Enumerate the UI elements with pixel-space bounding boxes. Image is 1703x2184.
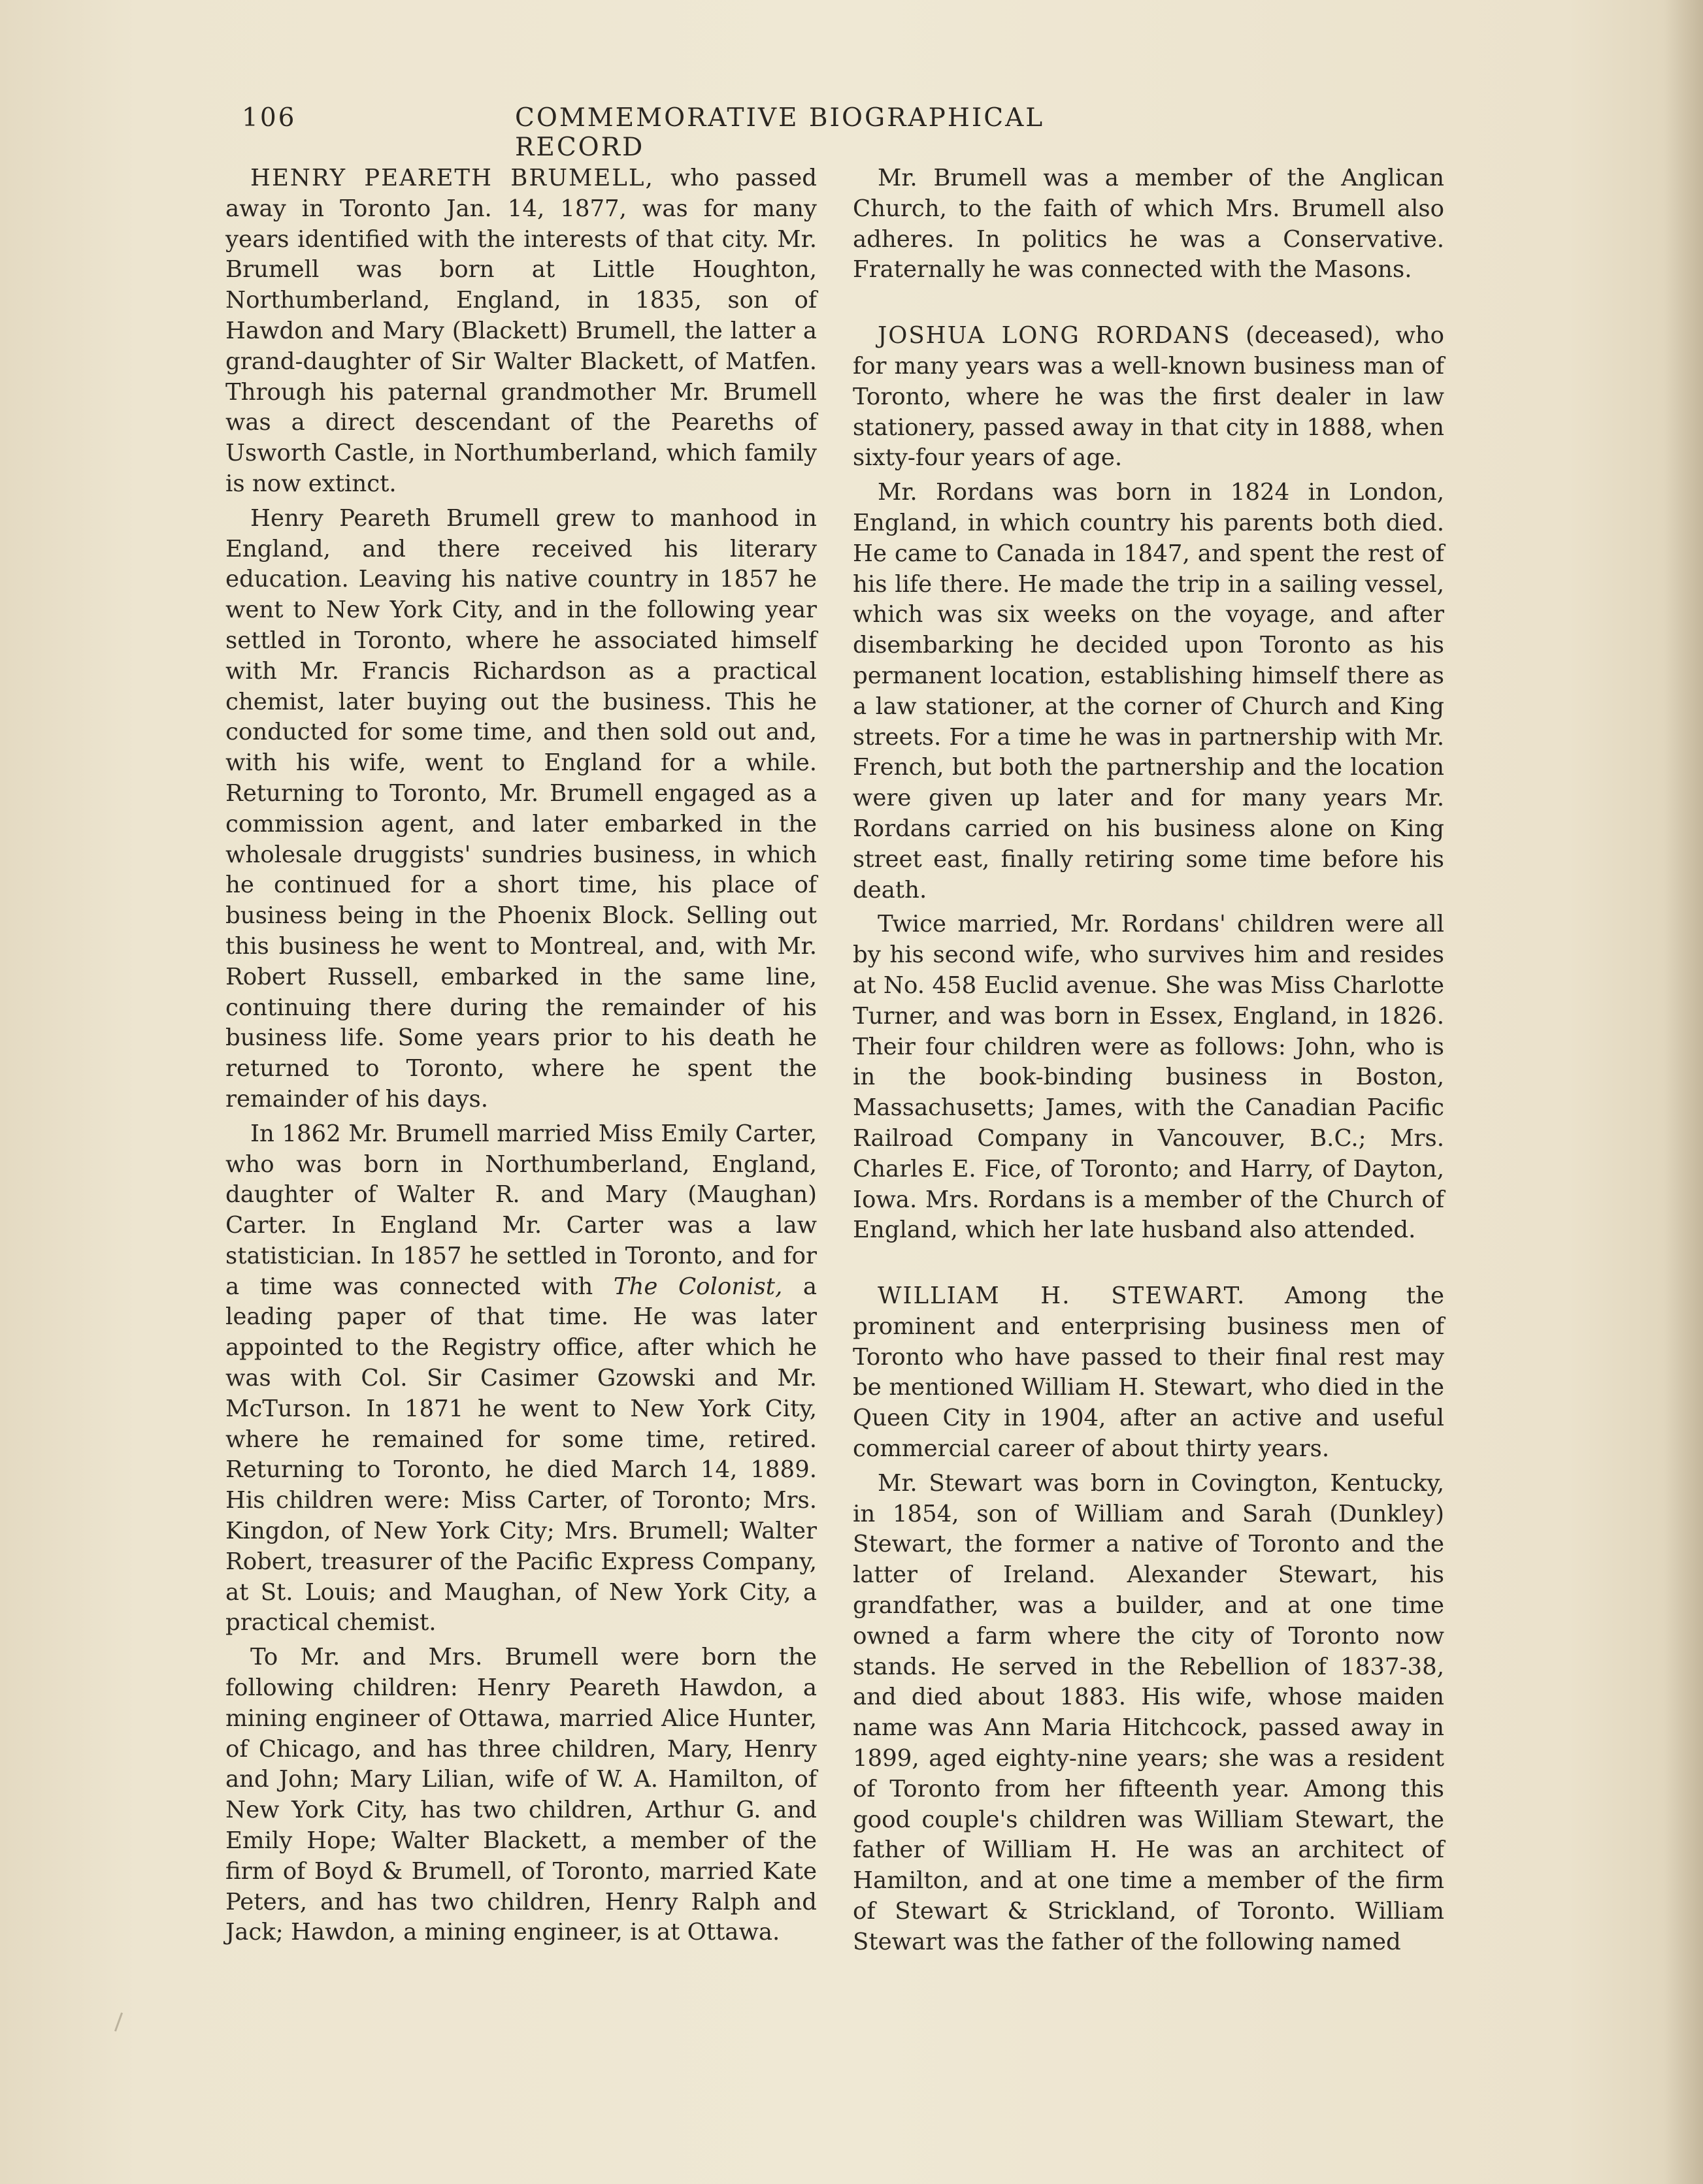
paragraph-text: who passed away in Toronto Jan. 14, 1877, was for many years identified with the interests of that city. Mr. Brumell was born at Little Houghton, Northumberland, England, in 1835, son of Hawdon and Mary (Blackett) Brumell, the latter a grand-daughter of Sir Walter Blackett, of Matfen. Through his paternal grandmother Mr. Brumell was a direct descendant of the Peareths of Usworth Castle, in Northumberland, which family is now extinct. — [225, 165, 817, 497]
left-column — [225, 163, 817, 1948]
paragraph-brumell-marriage — [225, 1119, 817, 1639]
paragraph-rordans-family: Twice married, Mr. Rordans' children were all by his second wife, who survives him and resides at No. 458 Euclid avenue. She was Miss Charlotte Turner, and was born in Essex, England, in 1826. Their four children were as follows: John, who is in the book-binding business in Boston, Massachusetts; James, with the Canadian Pacific Railroad Company in Vancouver, B.C.; Mrs. Charles E. Fice, of Toronto; and Harry, of Dayton, Iowa. Mrs. Rordans is a member of the Church of England, which her late husband also attended. — [853, 911, 1444, 1244]
entry-name-henry-peareth-brumell: HENRY PEARETH BRUMELL, — [250, 165, 654, 191]
page-number: 106 — [242, 103, 297, 133]
paragraph-brumell-intro — [225, 163, 817, 500]
scan-mark — [114, 2012, 123, 2031]
paragraph-rordans-intro — [853, 321, 1444, 474]
paragraph-rordans-career: Mr. Rordans was born in 1824 in London, England, in which country his parents both died. He came to Canada in 1847, and spent the rest of his life there. He made the trip in a sailing vessel, which was six weeks on the voyage, and after disembarking he decided upon Toronto as his permanent location, establishing himself there as a law stationer, at the corner of Church and King streets. For a time he was in partnership with Mr. French, but both the partnership and the location were given up later and for many years Mr. Rordans carried on his business alone on King street east, finally retiring some time before his death. — [853, 479, 1444, 904]
page-edge-shadow — [1664, 0, 1703, 2184]
paragraph-stewart-intro — [853, 1281, 1444, 1465]
paragraph-brumell-religion: Mr. Brumell was a member of the Anglican Church, to the faith of which Mrs. Brumell also adheres. In politics he was a Conservative. Fraternally he was connected with the Masons. — [853, 165, 1444, 284]
paragraph-text: In 1862 Mr. Brumell married Miss Emily Carter, who was born in Northumberland, England, daughter of Walter R. and Mary (Maughan) Carter. In England Mr. Carter was a law statistician. In 1857 he settled in Toronto, and for a time was connected with — [225, 1120, 817, 1300]
page-header — [242, 103, 1170, 162]
paragraph-text: (deceased), who for many years was a well-known business man of Toronto, where he was the first dealer in law stationery, passed away in that city in 1888, when sixty-four years of age. — [853, 322, 1444, 472]
entry-name-joshua-long-rordans: JOSHUA LONG RORDANS — [878, 322, 1231, 350]
right-column — [853, 163, 1444, 1958]
paragraph-brumell-career: Henry Peareth Brumell grew to manhood in England, and there received his literary education. Leaving his native country in 1857 he went to New York City, and in the following year settled in Toronto, where he associated himself with Mr. Francis Richardson as a practical chemist, later buying out the business. This he conducted for some time, and then sold out and, with his wife, went to England for a while. Returning to Toronto, Mr. Brumell engaged as a commission agent, and later embarked in the wholesale druggists' sundries business, in which he continued for a short time, his place of business being in the Phoenix Block. Selling out this business he went to Montreal, and, with Mr. Robert Russell, embarked in the same line, continuing there during the remainder of his business life. Some years prior to his death he returned to Toronto, where he spent the remainder of his days. — [225, 504, 817, 1113]
running-title: COMMEMORATIVE BIOGRAPHICAL RECORD — [515, 103, 1045, 162]
paragraph-stewart-family: Mr. Stewart was born in Covington, Kentucky, in 1854, son of William and Sarah (Dunkley) Stewart, the former a native of Toronto and the latter of Ireland. Alexander Stewart, his grandfather, was a builder, and at one time owned a farm where the city of Toronto now stands. He served in the Rebellion of 1837-38, and died about 1883. His wife, whose maiden name was Ann Maria Hitchcock, passed away in 1899, aged eighty-nine years; she was a resident of Toronto from her fifteenth year. Among this good couple's children was William Stewart, the father of William H. He was an architect of Hamilton, and at one time a member of the firm of Stewart & Strickland, of Toronto. William Stewart was the father of the following named — [853, 1469, 1444, 1955]
newspaper-title: The Colonist, — [613, 1273, 783, 1300]
paragraph-text: Among the prominent and enterprising business men of Toronto who have passed to their final rest may be mentioned William H. Stewart, who died in the Queen City in 1904, after an active and useful commercial career of about thirty years. — [853, 1282, 1444, 1463]
paragraph-brumell-children: To Mr. and Mrs. Brumell were born the following children: Henry Peareth Hawdon, a mining engineer of Ottawa, married Alice Hunter, of Chicago, and has three children, Mary, Henry and John; Mary Lilian, wife of W. A. Hamilton, of New York City, has two children, Arthur G. and Emily Hope; Walter Blackett, a member of the firm of Boyd & Brumell, of Toronto, married Kate Peters, and has two children, Henry Ralph and Jack; Hawdon, a mining engineer, is at Ottawa. — [225, 1644, 817, 1946]
entry-name-william-h-stewart: WILLIAM H. STEWART. — [878, 1282, 1246, 1310]
paragraph-text: a leading paper of that time. He was later appointed to the Registry office, after which he was with Col. Sir Casimer Gzowski and Mr. McTurson. In 1871 he went to New York City, where he remained for some time, retired. Returning to Toronto, he died March 14, 1889. His children were: Miss Carter, of Toronto; Mrs. Kingdon, of New York City; Mrs. Brumell; Walter Robert, treasurer of the Pacific Express Company, at St. Louis; and Maughan, of New York City, a practical chemist. — [225, 1273, 818, 1637]
